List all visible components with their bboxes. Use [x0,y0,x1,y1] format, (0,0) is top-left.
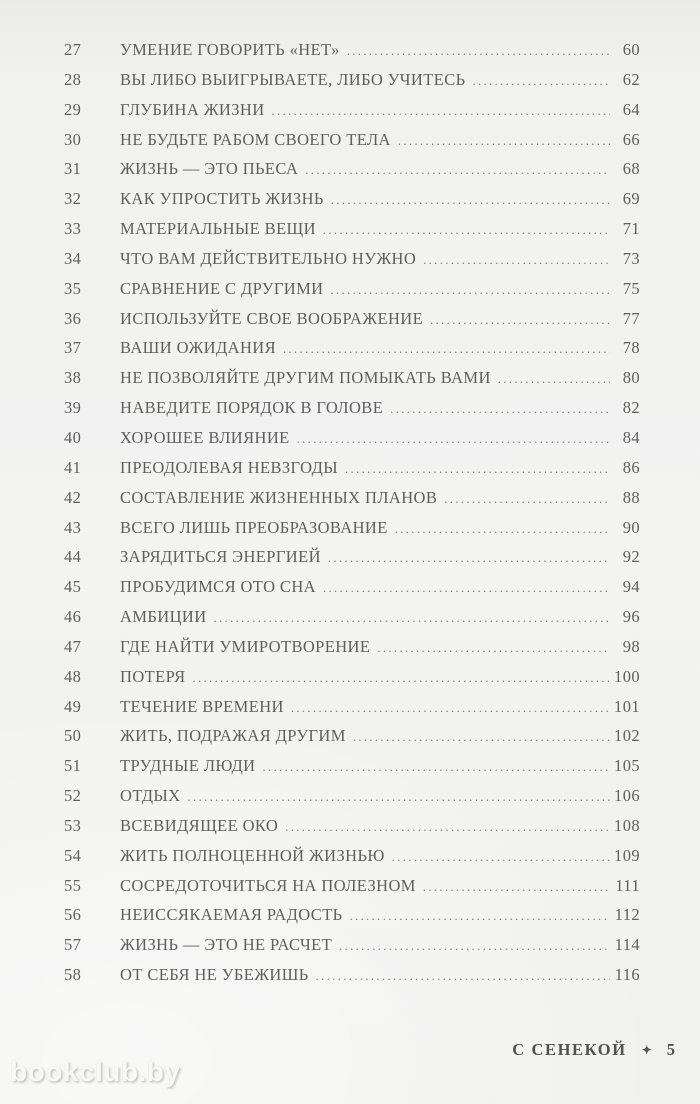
dot-leader [472,74,610,89]
dot-leader [350,909,610,924]
toc-page-number: 88 [622,487,640,507]
toc-entry [64,780,640,810]
toc-chapter-title: ЧТО ВАМ ДЕЙСТВИТЕЛЬНО НУЖНО [120,248,417,268]
toc-chapter-title: ГДЕ НАЙТИ УМИРОТВОРЕНИЕ [120,636,371,656]
toc-page-number: 105 [614,756,640,776]
dot-leader [263,760,610,775]
toc-page-number: 108 [614,815,640,835]
toc-chapter-title: ВАШИ ОЖИДАНИЯ [120,338,276,358]
toc-entry [64,929,640,959]
toc-chapter-title: ЗАРЯДИТЬСЯ ЭНЕРГИЕЙ [120,547,321,567]
toc-chapter-title: ТРУДНЫЕ ЛЮДИ [120,756,256,776]
toc-page-number: 71 [622,219,640,239]
toc-page-number: 84 [622,427,640,447]
toc-chapter-number: 44 [64,547,82,567]
toc-page-number: 111 [615,875,640,895]
toc-chapter-number: 56 [64,905,82,925]
toc-entry [64,183,640,213]
toc-entry [64,452,640,482]
toc-page-number: 98 [622,636,640,656]
toc-entry [64,422,640,452]
toc-chapter-title: КАК УПРОСТИТЬ ЖИЗНЬ [120,189,324,209]
toc-entry [64,303,640,333]
dot-leader [345,462,610,477]
toc-entry [64,720,640,750]
toc-entry [64,631,640,661]
toc-chapter-title: НЕ БУДЬТЕ РАБОМ СВОЕГО ТЕЛА [120,129,391,149]
dot-leader [498,372,610,387]
toc-page-number: 114 [614,935,640,955]
toc-chapter-title: ПРЕОДОЛЕВАЯ НЕВЗГОДЫ [120,457,339,477]
toc-entry [64,64,640,94]
toc-entry [64,691,640,721]
toc-entry [64,273,640,303]
dot-leader [188,790,610,805]
toc-entry [64,332,640,362]
toc-page-number: 64 [622,99,640,119]
dot-leader [392,850,610,865]
toc-chapter-title: ЖИТЬ ПОЛНОЦЕННОЙ ЖИЗНЬЮ [120,845,385,865]
toc-chapter-title: АМБИЦИИ [120,607,207,627]
dot-leader [285,820,610,835]
toc-entry [64,34,640,64]
dot-leader [423,880,610,895]
toc-page-number: 112 [614,905,640,925]
toc-chapter-title: СОСРЕДОТОЧИТЬСЯ НА ПОЛЕЗНОМ [120,875,416,895]
toc-entry [64,213,640,243]
toc-page-number: 101 [614,696,640,716]
toc-chapter-number: 34 [64,248,82,268]
toc-entry [64,810,640,840]
dot-leader [444,492,610,507]
diamond-ornament-icon: ✦ [641,1043,652,1057]
toc-chapter-number: 49 [64,696,82,716]
toc-chapter-number: 37 [64,338,82,358]
toc-chapter-title: НЕИССЯКАЕМАЯ РАДОСТЬ [120,905,343,925]
toc-page-number: 106 [614,786,640,806]
toc-page-number: 90 [622,517,640,537]
toc-page-number: 80 [622,368,640,388]
toc-chapter-number: 53 [64,815,82,835]
toc-page-number: 62 [622,69,640,89]
toc-page-number: 82 [622,398,640,418]
toc-chapter-title: ЖИЗНЬ — ЭТО ПЬЕСА [120,159,299,179]
dot-leader [305,163,610,178]
toc-page-number: 77 [622,308,640,328]
toc-entry [64,899,640,929]
toc-chapter-number: 40 [64,427,82,447]
toc-entry [64,124,640,154]
toc-page-number: 96 [622,607,640,627]
toc-entry [64,571,640,601]
toc-chapter-number: 46 [64,607,82,627]
toc-chapter-number: 43 [64,517,82,537]
toc-chapter-number: 58 [64,965,82,985]
toc-chapter-title: ОТДЫХ [120,786,181,806]
running-footer [512,1040,675,1060]
toc-chapter-title: ЖИЗНЬ — ЭТО НЕ РАСЧЕТ [120,935,333,955]
toc-page-number: 68 [622,159,640,179]
dot-leader [390,402,610,417]
toc-chapter-title: ТЕЧЕНИЕ ВРЕМЕНИ [120,696,284,716]
dot-leader [323,223,610,238]
dot-leader [423,253,610,268]
toc-entry [64,840,640,870]
dot-leader [331,193,610,208]
dot-leader [193,671,610,686]
toc-page-number: 60 [622,40,640,59]
toc-page-number: 66 [622,129,640,149]
toc-entry [64,153,640,183]
toc-page-number: 94 [622,577,640,597]
toc-entry [64,750,640,780]
toc-entry [64,94,640,124]
toc-chapter-number: 36 [64,308,82,328]
toc-chapter-number: 52 [64,786,82,806]
dot-leader [283,342,610,357]
dot-leader [331,283,611,298]
dot-leader [297,432,610,447]
toc-chapter-title: ЖИТЬ, ПОДРАЖАЯ ДРУГИМ [120,726,346,746]
toc-chapter-number: 41 [64,457,82,477]
dot-leader [272,104,610,119]
toc-entry [64,870,640,900]
toc-chapter-number: 38 [64,368,82,388]
toc-entry [64,661,640,691]
dot-leader [339,939,610,954]
toc-chapter-title: МАТЕРИАЛЬНЫЕ ВЕЩИ [120,219,316,239]
toc-chapter-number: 57 [64,935,82,955]
toc-page-number: 109 [614,845,640,865]
toc-page-number: 100 [614,666,640,686]
footer-page-number: 5 [666,1040,675,1059]
toc-chapter-title: ПОТЕРЯ [120,666,186,686]
toc-chapter-number: 51 [64,756,82,776]
toc-entry [64,601,640,631]
toc-page-number: 69 [622,189,640,209]
footer-section-title: С СЕНЕКОЙ [512,1040,627,1059]
toc-chapter-title: ИСПОЛЬЗУЙТЕ СВОЕ ВООБРАЖЕНИЕ [120,308,424,328]
toc-chapter-title: ПРОБУДИМСЯ ОТО СНА [120,577,316,597]
toc-chapter-title: СОСТАВЛЕНИЕ ЖИЗНЕННЫХ ПЛАНОВ [120,487,438,507]
toc-chapter-number: 29 [64,99,82,119]
dot-leader [347,44,610,59]
toc-entry [64,362,640,392]
toc-chapter-title: ОТ СЕБЯ НЕ УБЕЖИШЬ [120,965,309,985]
toc-list [64,34,640,989]
toc-page-number: 92 [622,547,640,567]
toc-chapter-title: НАВЕДИТЕ ПОРЯДОК В ГОЛОВЕ [120,398,384,418]
toc-page-number: 73 [622,248,640,268]
toc-entry [64,392,640,422]
toc-chapter-number: 45 [64,577,82,597]
toc-chapter-number: 54 [64,845,82,865]
toc-page-number: 75 [622,278,640,298]
toc-chapter-number: 30 [64,129,82,149]
toc-chapter-title: НЕ ПОЗВОЛЯЙТЕ ДРУГИМ ПОМЫКАТЬ ВАМИ [120,368,491,388]
dot-leader [398,134,610,149]
toc-chapter-title: ГЛУБИНА ЖИЗНИ [120,99,265,119]
toc-chapter-title: УМЕНИЕ ГОВОРИТЬ «НЕТ» [120,40,340,59]
toc-entry [64,959,640,989]
toc-chapter-title: СРАВНЕНИЕ С ДРУГИМИ [120,278,324,298]
toc-chapter-number: 35 [64,278,82,298]
toc-chapter-number: 31 [64,159,82,179]
dot-leader [377,641,610,656]
toc-entry [64,243,640,273]
dot-leader [430,313,610,328]
toc-chapter-title: ВЫ ЛИБО ВЫИГРЫВАЕТЕ, ЛИБО УЧИТЕСЬ [120,69,466,89]
toc-chapter-number: 48 [64,666,82,686]
toc-chapter-number: 55 [64,875,82,895]
toc-chapter-number: 42 [64,487,82,507]
toc-chapter-number: 33 [64,219,82,239]
dot-leader [395,522,610,537]
toc-page-number: 86 [622,457,640,477]
toc-chapter-number: 50 [64,726,82,746]
dot-leader [291,701,610,716]
toc-chapter-title: ХОРОШЕЕ ВЛИЯНИЕ [120,427,290,447]
dot-leader [316,969,610,984]
dot-leader [323,581,610,596]
toc-chapter-number: 28 [64,69,82,89]
dot-leader [214,611,610,626]
toc-page-number: 78 [622,338,640,358]
toc-chapter-number: 32 [64,189,82,209]
toc-chapter-number: 27 [64,40,82,59]
toc-entry [64,512,640,542]
dot-leader [353,730,610,745]
toc-chapter-number: 39 [64,398,82,418]
toc-chapter-title: ВСЕГО ЛИШЬ ПРЕОБРАЗОВАНИЕ [120,517,388,537]
dot-leader [328,551,610,566]
toc-entry [64,541,640,571]
toc-entry [64,482,640,512]
watermark: bookclub.by [10,1056,181,1087]
toc-page-number: 102 [614,726,640,746]
toc-chapter-number: 47 [64,636,82,656]
toc-chapter-title: ВСЕВИДЯЩЕЕ ОКО [120,815,279,835]
toc-page-number: 116 [614,965,640,985]
